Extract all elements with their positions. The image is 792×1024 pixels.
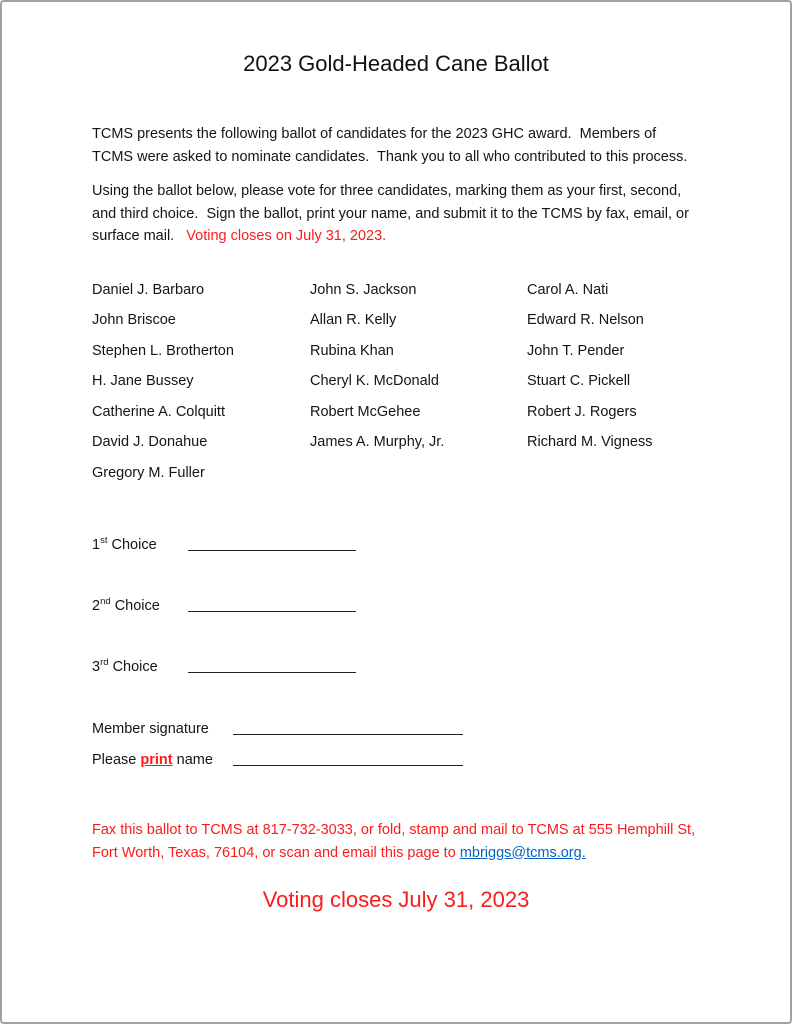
candidate-name: Robert McGehee [310,403,421,420]
second-choice-line[interactable] [188,607,356,612]
print-name-line[interactable] [233,761,463,766]
candidate-name: Richard M. Vigness [527,434,653,450]
choice-word: Choice [114,598,160,614]
candidate-name: John Briscoe [92,312,176,328]
candidate-columns [92,280,700,494]
candidate-name: James A. Murphy, Jr. [310,434,445,450]
candidate-name: Daniel J. Barbaro [92,281,205,298]
candidate-name: John T. Pender [527,342,625,359]
third-choice-row [92,657,700,677]
choices-section [92,535,700,677]
member-signature-row [92,719,700,739]
ordinal-suffix: nd [100,596,111,608]
ordinal-suffix: st [100,535,108,547]
member-signature-label: Member signature [92,721,209,737]
candidate-name: Stuart C. Pickell [527,373,631,389]
print-emphasis: print [140,752,173,768]
candidate-name: John S. Jackson [310,281,417,298]
signature-section [92,719,700,770]
candidate-name: David J. Donahue [92,434,208,450]
candidate-column-2 [310,280,527,494]
third-choice-line[interactable] [188,668,356,673]
first-choice-line[interactable] [188,546,356,551]
choice-word: Choice [111,537,157,553]
candidate-name: Robert J. Rogers [527,403,637,420]
second-choice-row [92,596,700,616]
first-choice-row [92,535,700,555]
candidate-name: Edward R. Nelson [527,312,644,328]
candidate-column-1 [92,280,310,494]
third-choice-label [92,657,188,677]
candidate-name: H. Jane Bussey [92,373,194,389]
fax-instructions-text: Fax this ballot to TCMS at 817-732-3033, or fold, stamp and mail to TCMS at 555 Hemphill St, Fort Worth, Texas, 76104, or scan and email this page to [92,822,700,861]
candidate-name: Catherine A. Colquitt [92,403,225,420]
choice-word: Choice [112,659,158,675]
print-name-row [92,750,700,770]
instructions-text: Using the ballot below, please vote for three candidates, marking them as your first, second, and third choice. Sign the ballot, print your name, and submit it to the TCMS by fax, email, or surface mail. [92,183,693,244]
candidate-name: Cheryl K. McDonald [310,373,439,389]
voting-deadline-note: Voting closes on July 31, 2023. [186,228,387,244]
candidate-name: Gregory M. Fuller [92,464,205,481]
candidate-column-3 [527,280,700,494]
print-name-prefix: Please [92,752,137,768]
email-link[interactable]: mbriggs@tcms.org. [459,844,586,861]
voting-closes-banner: Voting closes July 31, 2023 [262,887,530,912]
candidate-name: Rubina Khan [310,342,394,359]
member-signature-line[interactable] [233,730,463,735]
candidate-name: Carol A. Nati [527,281,609,298]
fax-instructions-paragraph [92,819,700,864]
ordinal-number: 1 [92,537,101,553]
candidate-name: Stephen L. Brotherton [92,342,234,359]
ordinal-suffix: rd [100,657,109,669]
second-choice-label [92,596,188,616]
candidate-name: Allan R. Kelly [310,312,397,328]
ordinal-number: 2 [92,598,101,614]
print-name-suffix: name [176,752,213,768]
page-title: 2023 Gold-Headed Cane Ballot [243,51,549,76]
first-choice-label [92,535,188,555]
intro-paragraph: TCMS presents the following ballot of candidates for the 2023 GHC award. Members of TCMS were asked to nominate candidates. Thank you to all who contributed to this process. [92,126,688,165]
instructions-paragraph [92,180,700,248]
ordinal-number: 3 [92,659,101,675]
print-name-label [92,750,233,770]
